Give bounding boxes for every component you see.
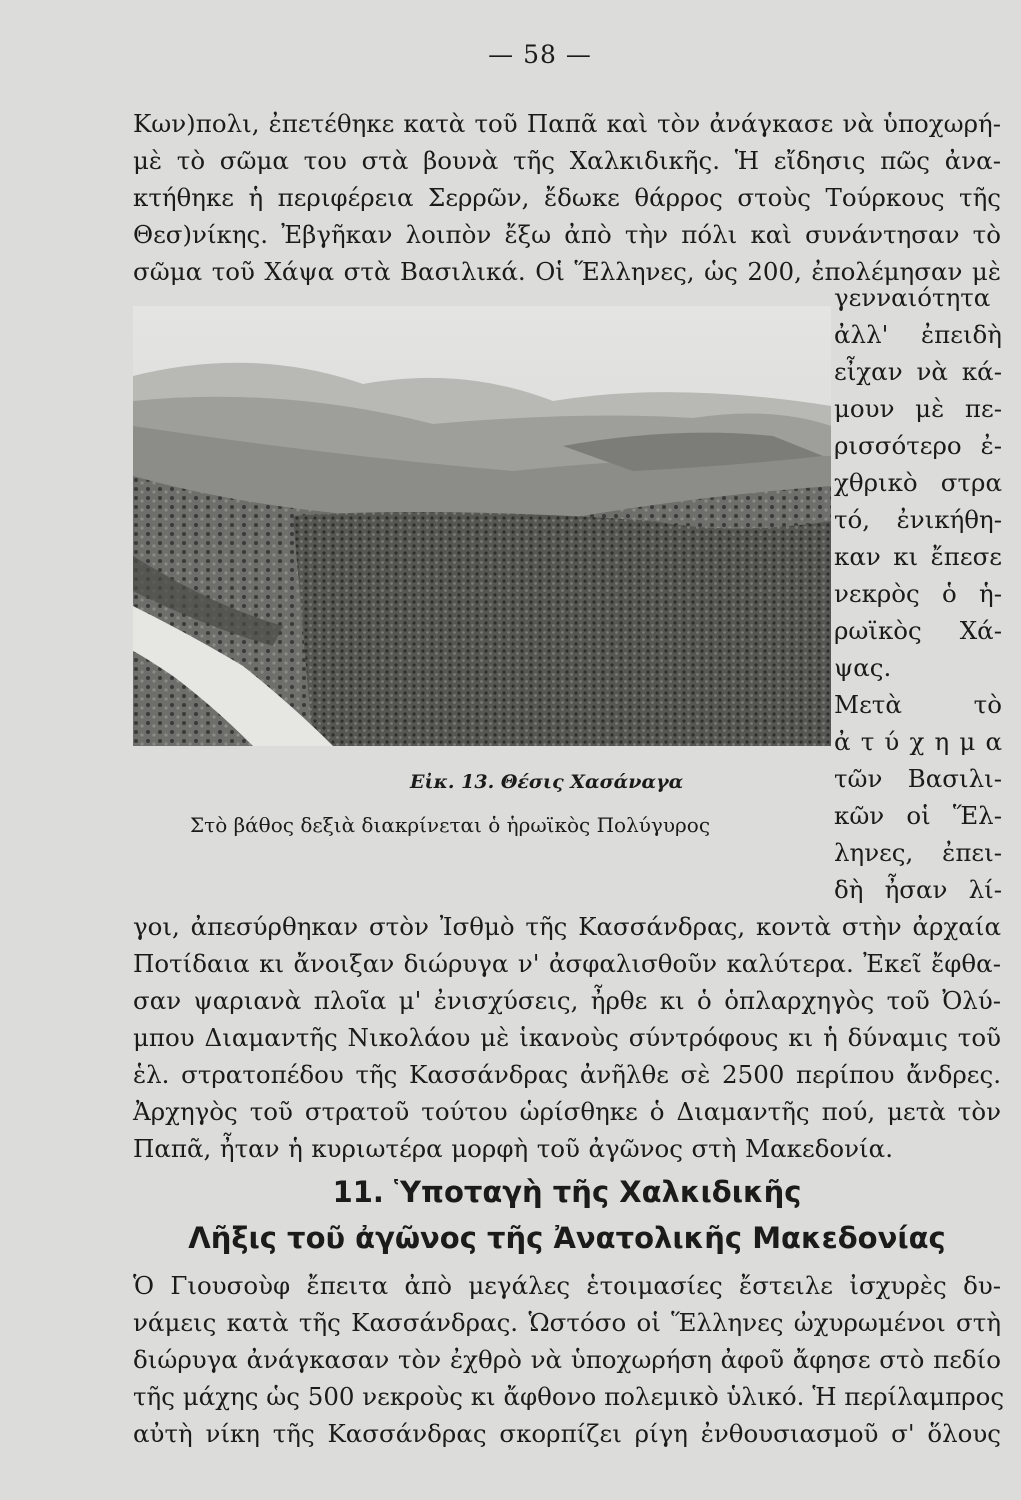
text-line: ψας. xyxy=(834,653,892,682)
text-line: διώρυγα ἀνάγκασαν τὸν ἐχθρὸ νὰ ὑποχωρήση ἀφοῦ ἄφησε στὸ πεδίο xyxy=(133,1345,1001,1374)
landscape-photo xyxy=(133,306,831,746)
text-line: Ἀρχηγὸς τοῦ στρατοῦ τούτου ὡρίσθηκε ὁ Διαμαντῆς πού, μετὰ τὸν xyxy=(133,1097,1001,1126)
text-line: Κων)πολι, ἐπετέθηκε κατὰ τοῦ Παπᾶ καὶ τὸν ἀνάγκασε νὰ ὑποχωρή- xyxy=(133,109,1001,138)
text-line: καν κι ἔπεσε xyxy=(834,542,1002,571)
page-number: — 58 — xyxy=(488,40,592,69)
text-line: κῶν οἱ Ἕλ- xyxy=(834,801,1002,830)
text-line: ληνες, ἐπει- xyxy=(834,838,1002,867)
text-line: ρωϊκὸς Χά- xyxy=(834,616,1002,645)
text-line: γοι, ἀπεσύρθηκαν στὸν Ἰσθμὸ τῆς Κασσάνδρας, κοντὰ στὴν ἀρχαία xyxy=(133,912,1001,941)
figure-caption: Στὸ βάθος δεξιὰ διακρίνεται ὁ ἡρωϊκὸς Πολύγυρος xyxy=(190,813,711,837)
text-line: νεκρὸς ὁ ἡ- xyxy=(834,579,1002,608)
figure-label: Εἰκ. 13. Θέσις Χασάναγα xyxy=(410,771,684,793)
text-line: Μετὰ τὸ xyxy=(834,690,1002,719)
text-line: τῶν Βασιλι- xyxy=(834,764,1002,793)
text-line: σῶμα τοῦ Χάψα στὰ Βασιλικά. Οἱ Ἕλληνες, ὡς 200, ἐπολέμησαν μὲ xyxy=(133,257,1001,286)
text-line: ἀ τ ύ χ η μ α xyxy=(834,727,1002,756)
section-title: 11. Ὑποταγὴ τῆς Χαλκιδικῆς xyxy=(332,1175,802,1209)
text-line: κτήθηκε ἡ περιφέρεια Σερρῶν, ἔδωκε θάρρος στοὺς Τούρκους τῆς xyxy=(133,183,1001,212)
text-line: αὐτὴ νίκη τῆς Κασσάνδρας σκορπίζει ρίγη ἐνθουσιασμοῦ σ' ὅλους xyxy=(133,1419,1001,1448)
section-subtitle: Λῆξις τοῦ ἀγῶνος τῆς Ἀνατολικῆς Μακεδονίας xyxy=(188,1221,946,1255)
text-line: μουν μὲ πε- xyxy=(834,394,1002,423)
text-line: ἑλ. στρατοπέδου τῆς Κασσάνδρας ἀνῆλθε σὲ 2500 περίπου ἄνδρες. xyxy=(133,1060,1001,1089)
text-line: ρισσότερο ἐ- xyxy=(834,431,1002,460)
text-line: δὴ ἦσαν λί- xyxy=(834,875,1002,904)
text-line: μπου Διαμαντῆς Νικολάου μὲ ἱκανοὺς σύντρόφους κι ἡ δύναμις τοῦ xyxy=(133,1023,1001,1052)
text-line: μὲ τὸ σῶμα του στὰ βουνὰ τῆς Χαλκιδικῆς. Ἡ εἴδησις πῶς ἀνα- xyxy=(133,146,1001,175)
text-line: ἀλλ' ἐπειδὴ xyxy=(834,320,1002,349)
text-line: εἶχαν νὰ κά- xyxy=(834,357,1002,386)
text-line: γενναιότητα xyxy=(834,283,991,312)
text-line: νάμεις κατὰ τῆς Κασσάνδρας. Ὡστόσο οἱ Ἕλληνες ὠχυρωμένοι στὴ xyxy=(133,1308,1001,1337)
text-line: σαν ψαριανὰ πλοῖα μ' ἐνισχύσεις, ἦρθε κι ὁ ὁπλαρχηγὸς τοῦ Ὀλύ- xyxy=(133,986,1001,1015)
text-line: Ποτίδαια κι ἄνοιξαν διώρυγα ν' ἀσφαλισθοῦν καλύτερα. Ἐκεῖ ἔφθα- xyxy=(133,949,1001,978)
text-line: τῆς μάχης ὡς 500 νεκροὺς κι ἄφθονο πολεμικὸ ὑλικό. Ἡ περίλαμπρος xyxy=(133,1382,1005,1411)
text-line: Ὁ Γιουσοὺφ ἔπειτα ἀπὸ μεγάλες ἑτοιμασίες ἔστειλε ἰσχυρὲς δυ- xyxy=(133,1271,1001,1300)
text-line: χθρικὸ στρα xyxy=(834,468,1002,497)
text-line: Θεσ)νίκης. Ἐβγῆκαν λοιπὸν ἔξω ἀπὸ τὴν πόλι καὶ συνάντησαν τὸ xyxy=(133,220,1001,249)
text-line: τό, ἐνικήθη- xyxy=(834,505,1002,534)
text-line: Παπᾶ, ἦταν ἡ κυριωτέρα μορφὴ τοῦ ἀγῶνος στὴ Μακεδονία. xyxy=(133,1134,893,1163)
